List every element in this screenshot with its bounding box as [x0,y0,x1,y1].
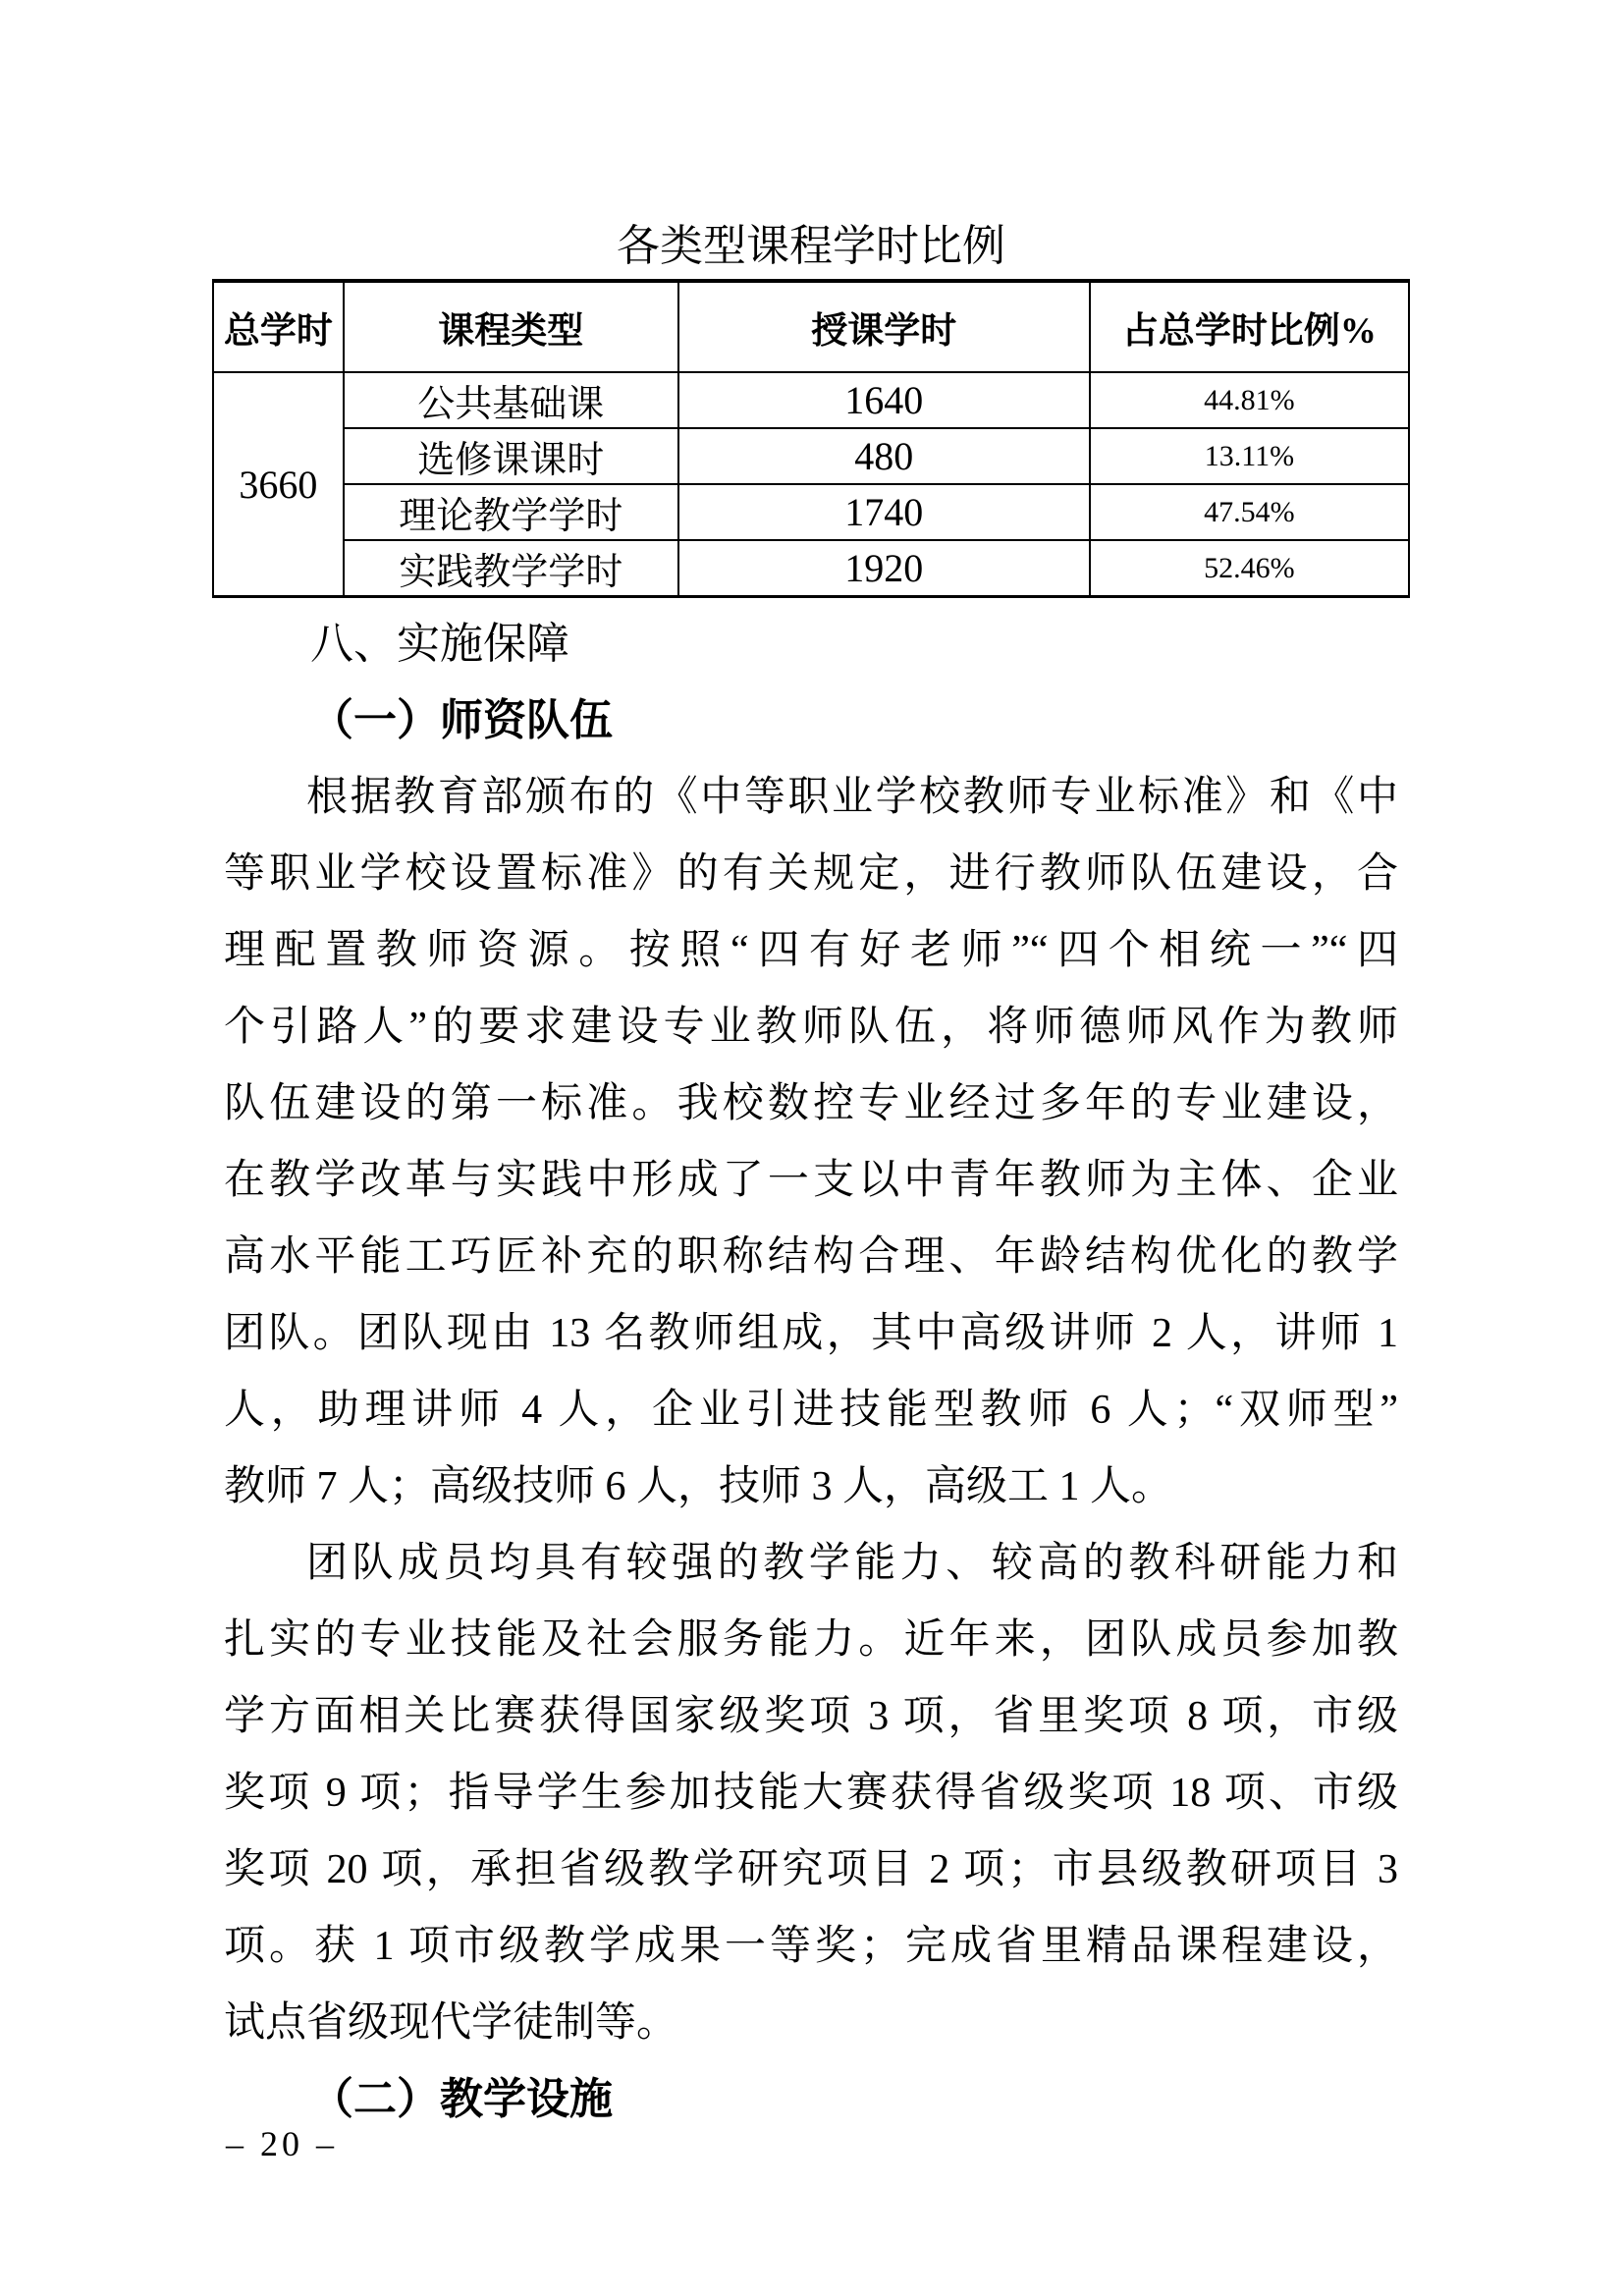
table-percent-cell: 47.54% [1090,484,1409,540]
line-last: 教师 7 人；高级技师 6 人，技师 3 人，高级工 1 人。 [224,1464,1173,1509]
table-header-cell: 总学时 [213,281,344,372]
table-row [213,540,1409,597]
table-row [213,484,1409,540]
total-hours-cell: 3660 [213,372,344,597]
line-last: 试点省级现代学徒制等。 [224,2000,678,2046]
line-first: 根据教育部颁布的《中等职业学校教师专业标准》和《中 [306,775,1398,820]
line: 队伍建设的第一标准。我校数控专业经过多年的专业建设， [224,1081,1398,1126]
line: 个引路人”的要求建设专业教师队伍，将师德师风作为教师 [224,1005,1398,1050]
line: 人，助理讲师 4 人，企业引进技能型教师 6 人；“双师型” [224,1388,1398,1433]
table-hours-cell: 1640 [678,372,1090,428]
table-hours-cell: 1740 [678,484,1090,540]
document-body [212,606,1410,2138]
course-hours-table [212,279,1410,598]
page-content [212,220,1410,2138]
line: 高水平能工巧匠补充的职称结构合理、年龄结构优化的教学 [224,1234,1398,1280]
line: 项。获 1 项市级教学成果一等奖；完成省里精品课程建设， [224,1924,1398,1969]
table-header-cell: 课程类型 [344,281,678,372]
table-row [213,372,1409,428]
line: 学方面相关比赛获得国家级奖项 3 项，省里奖项 8 项，市级 [224,1694,1398,1739]
table-title: 各类型课程学时比例 [617,222,1005,270]
table-body [213,372,1409,597]
table-hours-cell: 1920 [678,540,1090,597]
line: 等职业学校设置标准》的有关规定，进行教师队伍建设，合 [224,851,1398,897]
table-header-cell: 占总学时比例% [1090,281,1409,372]
line: 扎实的专业技能及社会服务能力。近年来，团队成员参加教 [224,1617,1398,1663]
table-type-cell: 选修课课时 [344,428,678,484]
line: 在教学改革与实践中形成了一支以中青年教师为主体、企业 [224,1158,1398,1203]
table-hours-cell: 480 [678,428,1090,484]
table-percent-cell: 13.11% [1090,428,1409,484]
table-header-row [213,281,1409,372]
table-header-cell: 授课学时 [678,281,1090,372]
line: 理配置教师资源。按照“四有好老师”“四个相统一”“四 [224,928,1398,973]
sub-heading: （一）师资队伍 [310,696,613,744]
table-row [213,428,1409,484]
table-type-cell: 理论教学学时 [344,484,678,540]
table-type-cell: 实践教学学时 [344,540,678,597]
line: 团队。团队现由 13 名教师组成，其中高级讲师 2 人，讲师 1 [224,1311,1398,1356]
sub-heading: （二）教学设施 [310,2075,613,2123]
page-number: – 20 – [226,2124,338,2163]
table-type-cell: 公共基础课 [344,372,678,428]
table-percent-cell: 44.81% [1090,372,1409,428]
line: 奖项 20 项，承担省级教学研究项目 2 项；市县级教研项目 3 [224,1847,1398,1892]
line-first: 团队成员均具有较强的教学能力、较高的教科研能力和 [306,1541,1398,1586]
line: 奖项 9 项；指导学生参加技能大赛获得省级奖项 18 项、市级 [224,1771,1398,1816]
table-percent-cell: 52.46% [1090,540,1409,597]
section-heading: 八、实施保障 [310,620,569,668]
